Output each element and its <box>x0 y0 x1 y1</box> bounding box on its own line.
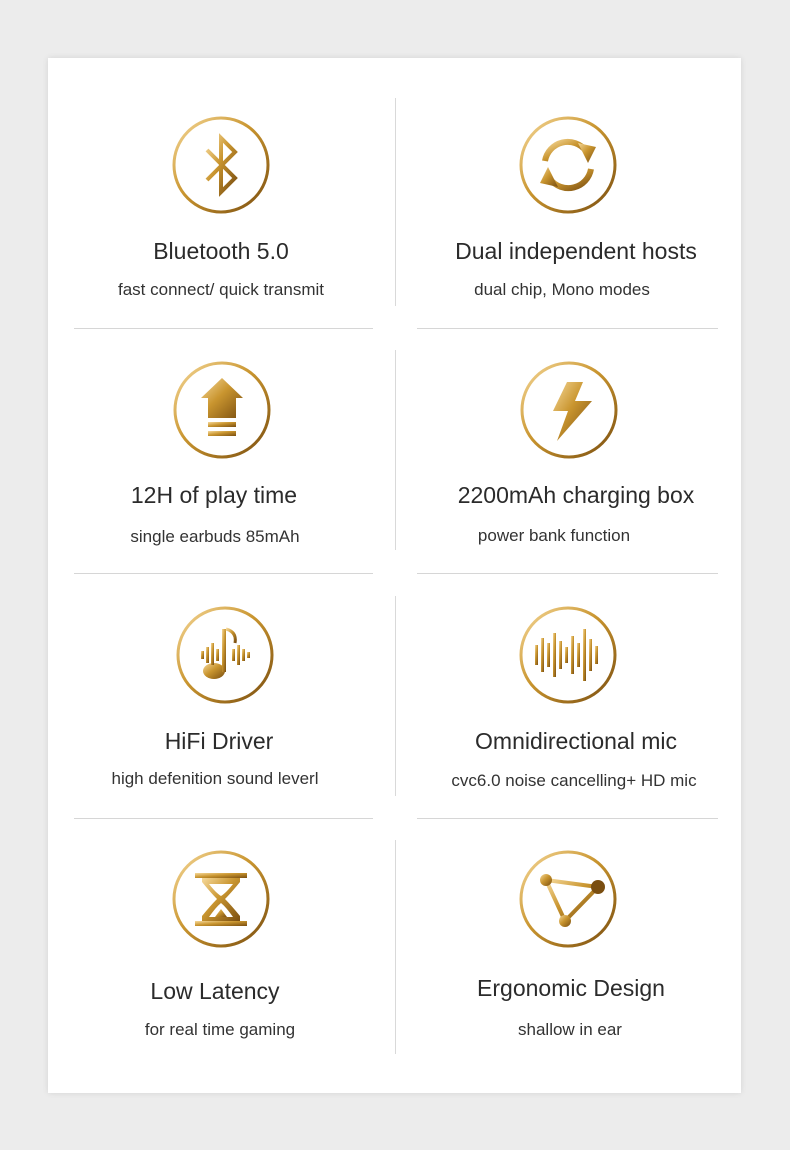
divider-vertical <box>395 596 396 796</box>
divider-horizontal <box>417 328 718 329</box>
triangle-nodes-icon <box>518 849 618 949</box>
divider-horizontal <box>417 818 718 819</box>
sound-wave-icon <box>518 605 618 705</box>
feature-desc: cvc6.0 noise cancelling+ HD mic <box>451 771 697 790</box>
feature-title: Ergonomic Design <box>477 975 665 1001</box>
divider-vertical <box>395 350 396 550</box>
sync-icon <box>518 115 618 215</box>
feature-desc: dual chip, Mono modes <box>474 280 650 299</box>
feature-desc: high defenition sound leverl <box>111 769 319 788</box>
lightning-icon <box>519 360 619 460</box>
feature-desc: for real time gaming <box>144 1020 296 1039</box>
upload-arrow-icon <box>172 360 272 460</box>
feature-title: Bluetooth 5.0 <box>153 238 289 264</box>
divider-horizontal <box>74 573 373 574</box>
divider-vertical <box>395 98 396 306</box>
feature-title: Low Latency <box>150 978 280 1004</box>
feature-title: HiFi Driver <box>164 728 274 754</box>
music-note-icon <box>175 605 275 705</box>
feature-title: Dual independent hosts <box>455 238 697 264</box>
feature-title: Omnidirectional mic <box>475 728 677 754</box>
divider-horizontal <box>74 328 373 329</box>
divider-horizontal <box>74 818 373 819</box>
feature-desc: shallow in ear <box>518 1020 622 1039</box>
feature-title: 2200mAh charging box <box>457 482 695 508</box>
bluetooth-icon <box>171 115 271 215</box>
feature-desc: fast connect/ quick transmit <box>118 280 324 299</box>
feature-desc: power bank function <box>477 526 631 545</box>
feature-desc: single earbuds 85mAh <box>130 527 300 546</box>
feature-title: 12H of play time <box>130 482 298 508</box>
divider-horizontal <box>417 573 718 574</box>
hourglass-icon <box>171 849 271 949</box>
